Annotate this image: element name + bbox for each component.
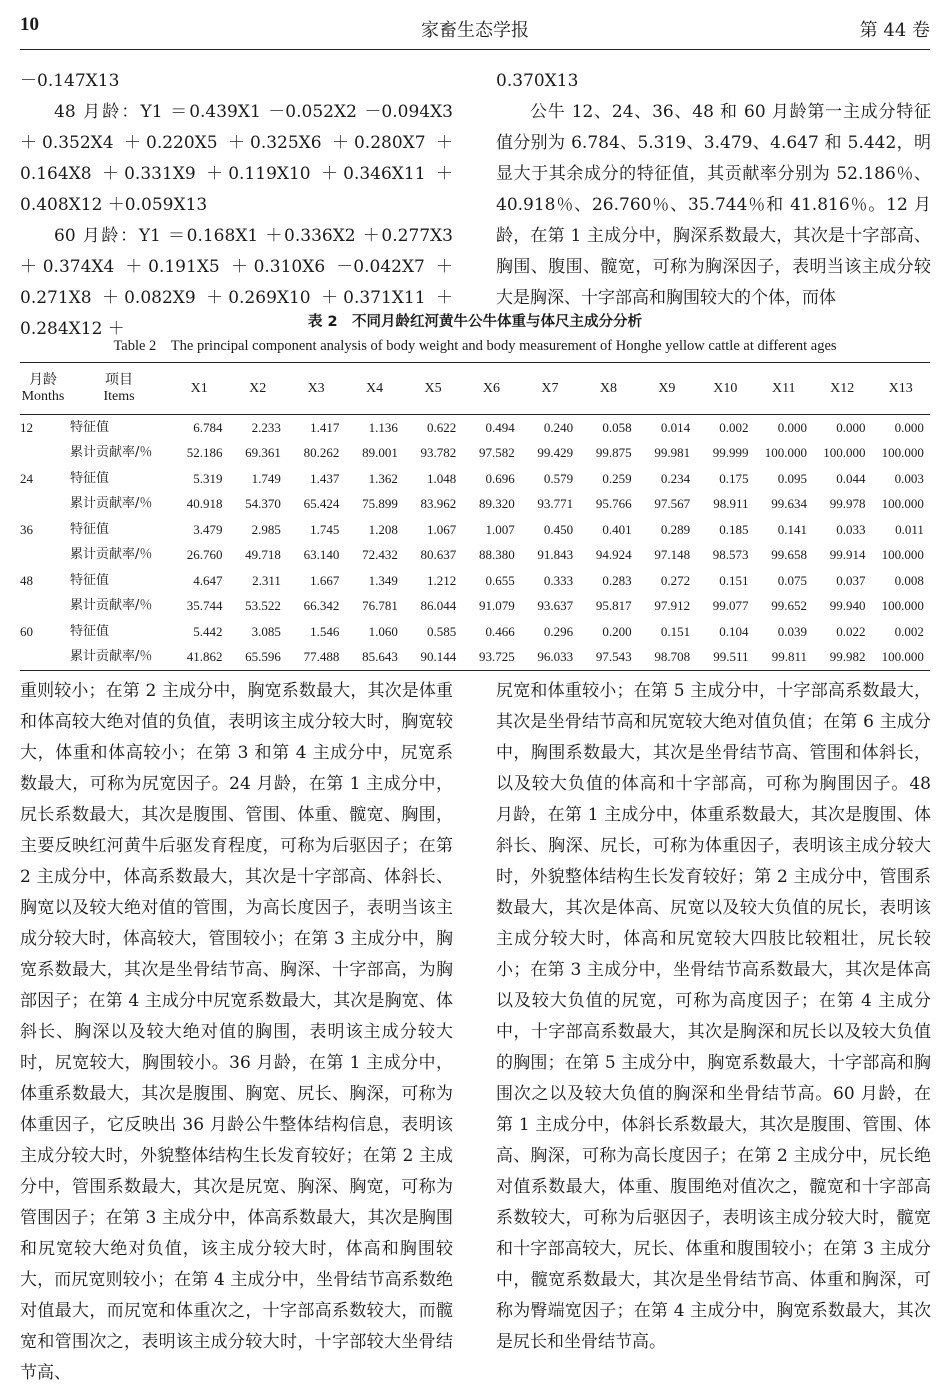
table-cell: 97.543	[595, 649, 632, 665]
table-cell: 40.918	[186, 496, 223, 512]
table-cell: 1.546	[310, 623, 340, 639]
table-cell: 2.233	[251, 419, 281, 435]
header-col-x1: X1	[190, 380, 208, 396]
table-cell: 93.725	[478, 649, 515, 665]
paragraph: 重则较小；在第 2 主成分中，胸宽系数最大，其次是体重和体高较大绝对值的负值，表明该主成分较大时，胸宽较大，体重和体高较小；在第 3 和第 4 主成分中，尻宽系数最大，可称为尻宽因子。24 月龄，在第 1 主成分中，尻长系数最大，其次是腹围、管围、体重、髋宽、胸围，主要反映红河黄牛后驱发育程度，可称为后驱因子；在第 2 主成分中，体高系数最大，其次是十字部高、体斜长、胸宽以及较大绝对值的管围，为高长度因子，表明当该主成分较大时，体高较大，管围较小；在第 3 主成分中，胸宽系数最大，其次是坐骨结节高、胸深、十字部高，为胸部因子；在第 4 主成分中尻宽系数最大，其次是胸宽、体斜长、胸深以及较大绝对值的胸围，表明该主成分较大时，尻宽较大，胸围较小。36 月龄，在第 1 主成分中，体重系数最大，其次是腹围、胸宽、尻长、胸深，可称为体重因子，它反映出 36 月龄公牛整体结构信息，表明该主成分较大时，外貌整体结构生长发育较好；在第 2 主成分中，管围系数最大，其次是尻宽、胸深、胸宽，可称为管围因子；在第 3 主成分中，体高系数最大，其次是胸围和尻宽较大绝对负值，该主成分较大时，体高和胸围较大，而尻宽则较小；在第 4 主成分中，坐骨结节高系数绝对值最大，而尻宽和体重次之，十字部高系数较大，而髋宽和管围次之，表明该主成分较大时，十字部较大坐骨结节高、	[20, 681, 453, 1383]
table-cell: 0.296	[543, 623, 574, 639]
row-item: 累计贡献率/％	[70, 547, 153, 563]
formula-60-month: 60 月龄：Y1 ＝0.168X1 ＋0.336X2 ＋0.277X3 ＋0.374X4 ＋0.191X5 ＋0.310X6 －0.042X7 ＋0.271X8 ＋0.082X9 ＋0.269X10 ＋0.371X11 ＋0.284X12 ＋	[20, 226, 453, 339]
table-row	[20, 492, 930, 518]
table-cell: 0.289	[660, 521, 691, 537]
row-item: 累计贡献率/％	[70, 598, 153, 614]
table-cell: 93.637	[537, 598, 574, 614]
header-col-x4: X4	[366, 380, 384, 396]
table-cell: 89.320	[478, 496, 515, 512]
table-row	[20, 441, 930, 467]
table-cell: 6.784	[193, 419, 223, 435]
table-cell: 72.432	[362, 547, 398, 563]
row-item: 特征值	[70, 419, 110, 435]
header-col-x5: X5	[424, 380, 442, 396]
table-cell: 99.981	[654, 445, 691, 461]
table-cell: 1.212	[427, 572, 457, 588]
table-cell: 1.060	[368, 623, 398, 639]
table-cell: 1.349	[368, 572, 398, 588]
header-col-x8: X8	[599, 380, 617, 396]
header-col-x11: X11	[771, 380, 796, 396]
table-cell: 100.000	[764, 445, 807, 461]
table-caption-cn: 表 2 不同月龄红河黄牛公牛体重与体尺主成分分析	[307, 314, 643, 330]
paragraph: 公牛 12、24、36、48 和 60 月龄第一主成分特征值分别为 6.784、5.319、3.479、4.647 和 5.442，明显大于其余成分的特征值，其贡献率分别为 52.186％、40.918％、26.760％、35.744％和 41.816％。12 月龄，在第 1 主成分中，胸深系数最大，其次是十字部高、胸围、腹围、髋宽，可称为胸深因子，表明当该主成分较大是胸深、十字部高和胸围较大的个体，而体	[496, 102, 931, 308]
table-row	[20, 568, 930, 594]
table-cell: 1.667	[310, 572, 340, 588]
table-cell: 0.579	[543, 470, 574, 486]
table-cell: 0.033	[836, 521, 866, 537]
table-cell: 0.494	[485, 419, 515, 435]
table-cell: 100.000	[881, 496, 924, 512]
table-cell: 1.136	[368, 419, 398, 435]
table-cell: 97.567	[654, 496, 691, 512]
table-cell: 97.148	[654, 547, 691, 563]
table-cell: 95.817	[595, 598, 632, 614]
table-cell: 99.914	[829, 547, 866, 563]
table-cell: 0.039	[777, 623, 807, 639]
row-item: 特征值	[70, 521, 110, 537]
table-cell: 54.370	[245, 496, 281, 512]
table-cell: 49.718	[245, 547, 281, 563]
row-month: 24	[20, 470, 33, 486]
table-row	[20, 517, 930, 543]
page-number: 10	[20, 14, 39, 35]
formula-fragment: －0.147X13	[20, 71, 120, 91]
table-cell: 80.637	[420, 547, 457, 563]
table-cell: 52.186	[186, 445, 223, 461]
table-cell: 0.058	[602, 419, 632, 435]
row-item: 累计贡献率/％	[70, 496, 153, 512]
table-cell: 100.000	[881, 598, 924, 614]
row-month: 48	[20, 572, 33, 588]
table-cell: 1.007	[485, 521, 515, 537]
table-cell: 0.104	[719, 623, 749, 639]
pca-table	[20, 362, 930, 671]
header-months-en: Months	[21, 388, 65, 404]
table-cell: 90.144	[420, 649, 457, 665]
table-cell: 69.361	[245, 445, 281, 461]
table-cell: 1.437	[310, 470, 340, 486]
header-months-cn: 月龄	[29, 372, 57, 388]
table-cell: 88.380	[478, 547, 515, 563]
table-cell: 3.085	[251, 623, 281, 639]
table-cell: 94.924	[595, 547, 632, 563]
table-cell: 85.643	[362, 649, 398, 665]
table-cell: 0.014	[660, 419, 691, 435]
table-body	[20, 415, 930, 670]
table-cell: 0.008	[894, 572, 924, 588]
table-cell: 0.401	[602, 521, 632, 537]
table-cell: 99.811	[771, 649, 807, 665]
table-cell: 0.002	[719, 419, 749, 435]
table-cell: 99.511	[713, 649, 749, 665]
row-item: 特征值	[70, 623, 110, 639]
table-cell: 93.782	[420, 445, 457, 461]
table-cell: 0.002	[894, 623, 924, 639]
table-cell: 26.760	[186, 547, 223, 563]
table-cell: 1.749	[251, 470, 281, 486]
table-cell: 41.862	[186, 649, 223, 665]
journal-title: 家畜生态学报	[421, 20, 529, 41]
header-col-x6: X6	[482, 380, 501, 396]
table-cell: 99.940	[829, 598, 866, 614]
row-item: 累计贡献率/％	[70, 445, 153, 461]
table-cell: 0.696	[485, 470, 515, 486]
table-cell: 1.208	[368, 521, 398, 537]
table-cell: 95.766	[595, 496, 632, 512]
table-cell: 93.771	[537, 496, 574, 512]
table-cell: 5.319	[193, 470, 223, 486]
header-col-x12: X12	[830, 380, 855, 396]
table-cell: 97.582	[478, 445, 515, 461]
header-col-x13: X13	[888, 380, 913, 396]
table-cell: 80.262	[303, 445, 340, 461]
table-cell: 91.843	[537, 547, 574, 563]
table-cell: 1.417	[310, 419, 340, 435]
table-cell: 65.424	[303, 496, 340, 512]
page-header	[20, 14, 930, 50]
table-cell: 0.151	[660, 623, 691, 639]
table-cell: 0.095	[777, 470, 807, 486]
table-cell: 99.875	[595, 445, 632, 461]
table-cell: 83.962	[420, 496, 457, 512]
table-cell: 0.185	[719, 521, 749, 537]
table-cell: 0.272	[660, 572, 691, 588]
table-cell: 0.259	[602, 470, 632, 486]
formula-48-month: 48 月龄：Y1 ＝0.439X1 －0.052X2 －0.094X3 ＋0.352X4 ＋0.220X5 ＋0.325X6 ＋0.280X7 ＋0.164X8 ＋0.331X9 ＋0.119X10 ＋0.346X11 ＋0.408X12 ＋0.059X13	[20, 102, 453, 215]
row-month: 36	[20, 521, 33, 537]
table-cell: 53.522	[245, 598, 281, 614]
table-cell: 0.037	[836, 572, 866, 588]
table-cell: 0.151	[719, 572, 749, 588]
table-cell: 65.596	[245, 649, 281, 665]
table-cell: 99.077	[712, 598, 749, 614]
right-column-bottom	[496, 676, 931, 1358]
table-row	[20, 466, 930, 492]
table-cell: 0.240	[543, 419, 574, 435]
table-cell: 98.573	[712, 547, 749, 563]
formula-fragment: 0.370X13	[496, 71, 579, 91]
table-cell: 100.000	[881, 547, 924, 563]
table-cell: 0.000	[777, 419, 807, 435]
table-cell: 0.175	[719, 470, 749, 486]
row-item: 特征值	[70, 572, 110, 588]
right-column-top	[496, 66, 931, 314]
table-cell: 86.044	[420, 598, 457, 614]
table-cell: 99.982	[829, 649, 866, 665]
table-cell: 99.978	[829, 496, 866, 512]
paragraph: 尻宽和体重较小；在第 5 主成分中，十字部高系数最大，其次是坐骨结节高和尻宽较大绝对值负值；在第 6 主成分中，胸围系数最大，其次是坐骨结节高、管围和体斜长，以及较大负值的体高和十字部高，可称为胸围因子。48 月龄，在第 1 主成分中，体重系数最大，其次是腹围、体斜长、胸深、尻长，可称为体重因子，表明该主成分较大时，外貌整体结构生长发育较好；第 2 主成分中，管围系数最大，其次是体高、尻宽以及较大负值的尻长，表明该主成分较大时，体高和尻宽较大四肢比较粗壮，尻长较小；在第 3 主成分中，坐骨结节高系数最大，其次是体高以及较大负值的尻宽，可称为高度因子；在第 4 主成分中，十字部高系数最大，其次是胸深和尻长以及较大负值的胸围；在第 5 主成分中，胸宽系数最大，十字部高和胸围次之以及较大负值的胸深和坐骨结节高。60 月龄，在第 1 主成分中，体斜长系数最大，其次是腹围、管围、体高、胸深，可称为高长度因子；在第 2 主成分中，尻长绝对值系数最大，体重、腹围绝对值次之，髋宽和十字部高系数较大，可称为后驱因子，表明该主成分较大时，髋宽和十字部高较大，尻长、体重和腹围较小；在第 3 主成分中，髋宽系数最大，其次是坐骨结节高、体重和胸深，可称为臀端宽因子；在第 4 主成分中，胸宽系数最大，其次是尻长和坐骨结节高。	[496, 681, 931, 1352]
table-cell: 91.079	[478, 598, 515, 614]
table-cell: 75.899	[362, 496, 398, 512]
left-column-bottom	[20, 676, 453, 1389]
table-cell: 0.655	[485, 572, 515, 588]
table-cell: 89.001	[362, 445, 398, 461]
table-cell: 98.708	[654, 649, 691, 665]
table-cell: 0.141	[777, 521, 807, 537]
table-cell: 0.000	[894, 419, 924, 435]
header-col-x9: X9	[658, 380, 676, 396]
table-cell: 76.781	[362, 598, 398, 614]
table-cell: 1.067	[427, 521, 457, 537]
table-cell: 0.283	[602, 572, 632, 588]
table-cell: 100.000	[881, 445, 924, 461]
table-cell: 35.744	[186, 598, 223, 614]
table-cell: 98.911	[713, 496, 749, 512]
table-row	[20, 594, 930, 620]
table-cell: 0.022	[836, 623, 866, 639]
table-cell: 0.011	[895, 521, 924, 537]
table-cell: 0.234	[660, 470, 691, 486]
table-caption-en: Table 2 The principal component analysis of body weight and body measurement of Honghe yellow cattle at different ages	[113, 338, 837, 354]
table-cell: 3.479	[193, 521, 223, 537]
header-months	[20, 373, 66, 405]
table-cell: 66.342	[303, 598, 340, 614]
header-items-cn: 项目	[105, 372, 133, 388]
header-col-x7: X7	[541, 380, 559, 396]
row-month: 12	[20, 419, 33, 435]
table-cell: 100.000	[881, 649, 924, 665]
table-cell: 1.048	[427, 470, 457, 486]
table-cell: 2.311	[252, 572, 281, 588]
table-cell: 2.985	[251, 521, 281, 537]
header-col-x10: X10	[713, 380, 738, 396]
left-column-top	[20, 66, 453, 345]
volume-label: 第 44 卷	[859, 20, 930, 41]
table-cell: 0.003	[894, 470, 924, 486]
table-cell: 63.140	[303, 547, 340, 563]
table-cell: 0.466	[485, 623, 515, 639]
header-col-x3: X3	[307, 380, 325, 396]
table-header-row	[20, 363, 930, 415]
table-cell: 77.488	[303, 649, 340, 665]
table-row	[20, 543, 930, 569]
table-cell: 5.442	[193, 623, 223, 639]
table-cell: 97.912	[654, 598, 691, 614]
table-cell: 0.044	[836, 470, 866, 486]
table-row	[20, 619, 930, 645]
table-cell: 100.000	[823, 445, 866, 461]
table-cell: 99.652	[771, 598, 807, 614]
header-col-x2: X2	[249, 380, 267, 396]
table-cell: 0.585	[427, 623, 457, 639]
table-cell: 0.622	[427, 419, 457, 435]
table-cell: 99.634	[771, 496, 807, 512]
table-cell: 1.745	[310, 521, 340, 537]
table-cell: 0.450	[543, 521, 574, 537]
header-items	[66, 373, 170, 405]
table-cell: 0.200	[602, 623, 632, 639]
table-cell: 0.075	[777, 572, 807, 588]
table-cell: 96.033	[537, 649, 574, 665]
row-month: 60	[20, 623, 33, 639]
header-items-en: Items	[103, 388, 135, 404]
table-row	[20, 645, 930, 671]
row-item: 累计贡献率/％	[70, 649, 153, 665]
row-item: 特征值	[70, 470, 110, 486]
table-cell: 0.333	[543, 572, 574, 588]
table-cell: 1.362	[368, 470, 398, 486]
table-cell: 4.647	[193, 572, 223, 588]
table-cell: 0.000	[836, 419, 866, 435]
table-cell: 99.999	[712, 445, 749, 461]
table-cell: 99.429	[537, 445, 574, 461]
table-row	[20, 415, 930, 441]
table-cell: 99.658	[771, 547, 807, 563]
